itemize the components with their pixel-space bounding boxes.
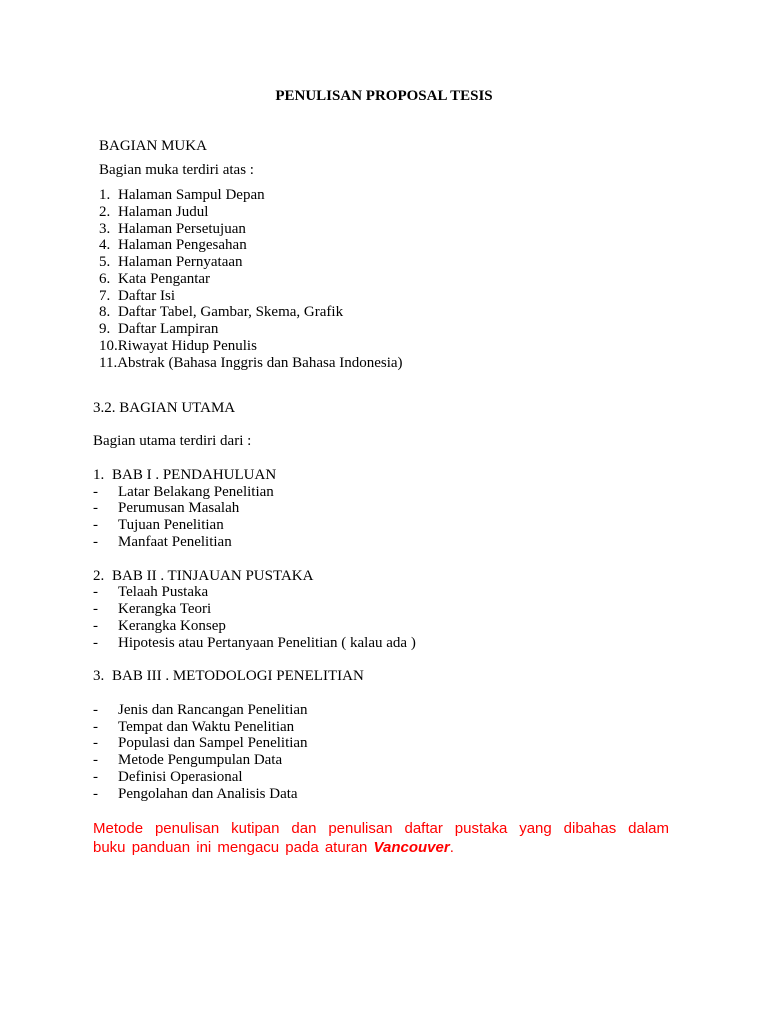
document-title: PENULISAN PROPOSAL TESIS (275, 88, 493, 104)
list-item (93, 500, 239, 517)
list-item-text: Daftar Lampiran (118, 321, 219, 337)
list-item (93, 752, 282, 769)
list-item (93, 618, 226, 635)
chapter-heading (93, 568, 313, 585)
list-item-number: 6. (99, 271, 111, 287)
list-item (99, 187, 265, 204)
list-item (99, 355, 403, 372)
list-item-text: Riwayat Hidup Penulis (117, 338, 257, 354)
list-item (93, 702, 308, 719)
list-item-text: Pengolahan dan Analisis Data (118, 786, 298, 802)
closing-note-line-1: Metode penulisan kutipan dan penulisan daftar pustaka yang dibahas dalam (93, 820, 669, 837)
list-item-text: Halaman Judul (118, 204, 209, 220)
list-item-number: 11. (99, 355, 118, 371)
closing-note (93, 819, 669, 857)
bullet-dash: - (93, 719, 98, 735)
main-section-heading: 3.2. BAGIAN UTAMA (93, 400, 236, 416)
chapter-number: 3. (93, 668, 105, 684)
list-item-text: Halaman Persetujuan (118, 221, 246, 237)
list-item-number: 2. (99, 204, 111, 220)
list-item-number: 9. (99, 321, 111, 337)
list-item (93, 517, 224, 534)
list-item (99, 221, 246, 238)
list-item (93, 601, 211, 618)
list-item-text: Daftar Tabel, Gambar, Skema, Grafik (118, 304, 344, 320)
list-item-number: 4. (99, 237, 111, 253)
list-item-text: Perumusan Masalah (118, 500, 240, 516)
list-item (99, 321, 218, 338)
bullet-dash: - (93, 601, 98, 617)
list-item-text: Tujuan Penelitian (118, 517, 224, 533)
list-item (93, 719, 294, 736)
list-item (93, 786, 298, 803)
list-item-text: Halaman Sampul Depan (118, 187, 265, 203)
list-item (99, 304, 343, 321)
chapter-heading (93, 467, 276, 484)
list-item-text: Hipotesis atau Pertanyaan Penelitian ( kalau ada ) (118, 635, 416, 651)
main-section-intro: Bagian utama terdiri dari : (93, 433, 252, 449)
list-item (93, 584, 208, 601)
bullet-dash: - (93, 702, 98, 718)
front-section-heading: BAGIAN MUKA (99, 138, 207, 154)
chapter-number: 1. (93, 467, 105, 483)
list-item-number: 8. (99, 304, 111, 320)
list-item-text: Jenis dan Rancangan Penelitian (118, 702, 308, 718)
list-item (93, 484, 274, 501)
list-item-text: Halaman Pernyataan (118, 254, 243, 270)
list-item-number: 1. (99, 187, 111, 203)
list-item-text: Manfaat Penelitian (118, 534, 232, 550)
bullet-dash: - (93, 618, 98, 634)
list-item-text: Populasi dan Sampel Penelitian (118, 735, 308, 751)
list-item (99, 338, 257, 355)
list-item-number: 10. (99, 338, 118, 354)
list-item (99, 254, 243, 271)
bullet-dash: - (93, 752, 98, 768)
list-item-text: Kerangka Konsep (118, 618, 226, 634)
bullet-dash: - (93, 786, 98, 802)
list-item-text: Latar Belakang Penelitian (118, 484, 274, 500)
list-item (99, 288, 175, 305)
bullet-dash: - (93, 735, 98, 751)
list-item (99, 204, 208, 221)
list-item-text: Halaman Pengesahan (118, 237, 247, 253)
list-item-text: Kerangka Teori (118, 601, 212, 617)
bullet-dash: - (93, 534, 98, 550)
bullet-dash: - (93, 635, 98, 651)
list-item (99, 271, 210, 288)
list-item-text: Definisi Operasional (118, 769, 243, 785)
list-item-text: Kata Pengantar (118, 271, 211, 287)
closing-note-suffix: . (449, 839, 454, 856)
list-item-text: Daftar Isi (118, 288, 176, 304)
closing-note-line-2 (93, 838, 669, 857)
closing-note-emphasis: Vancouver (373, 839, 450, 856)
closing-note-prefix: buku panduan ini mengacu pada aturan (93, 839, 374, 856)
chapter-title: BAB III . METODOLOGI PENELITIAN (112, 668, 364, 684)
chapter-heading (93, 668, 364, 685)
list-item-text: Tempat dan Waktu Penelitian (118, 719, 295, 735)
list-item (93, 735, 308, 752)
chapter-number: 2. (93, 568, 105, 584)
chapter-title: BAB II . TINJAUAN PUSTAKA (112, 568, 314, 584)
list-item-text: Abstrak (Bahasa Inggris dan Bahasa Indonesia) (117, 355, 403, 371)
bullet-dash: - (93, 517, 98, 533)
list-item (93, 635, 416, 652)
list-item-number: 7. (99, 288, 111, 304)
bullet-dash: - (93, 484, 98, 500)
chapter-title: BAB I . PENDAHULUAN (112, 467, 277, 483)
list-item (93, 534, 232, 551)
list-item (93, 769, 243, 786)
list-item-text: Metode Pengumpulan Data (118, 752, 283, 768)
list-item (99, 237, 247, 254)
bullet-dash: - (93, 584, 98, 600)
bullet-dash: - (93, 500, 98, 516)
list-item-text: Telaah Pustaka (118, 584, 209, 600)
front-section-intro: Bagian muka terdiri atas : (99, 162, 254, 178)
list-item-number: 3. (99, 221, 111, 237)
list-item-number: 5. (99, 254, 111, 270)
bullet-dash: - (93, 769, 98, 785)
